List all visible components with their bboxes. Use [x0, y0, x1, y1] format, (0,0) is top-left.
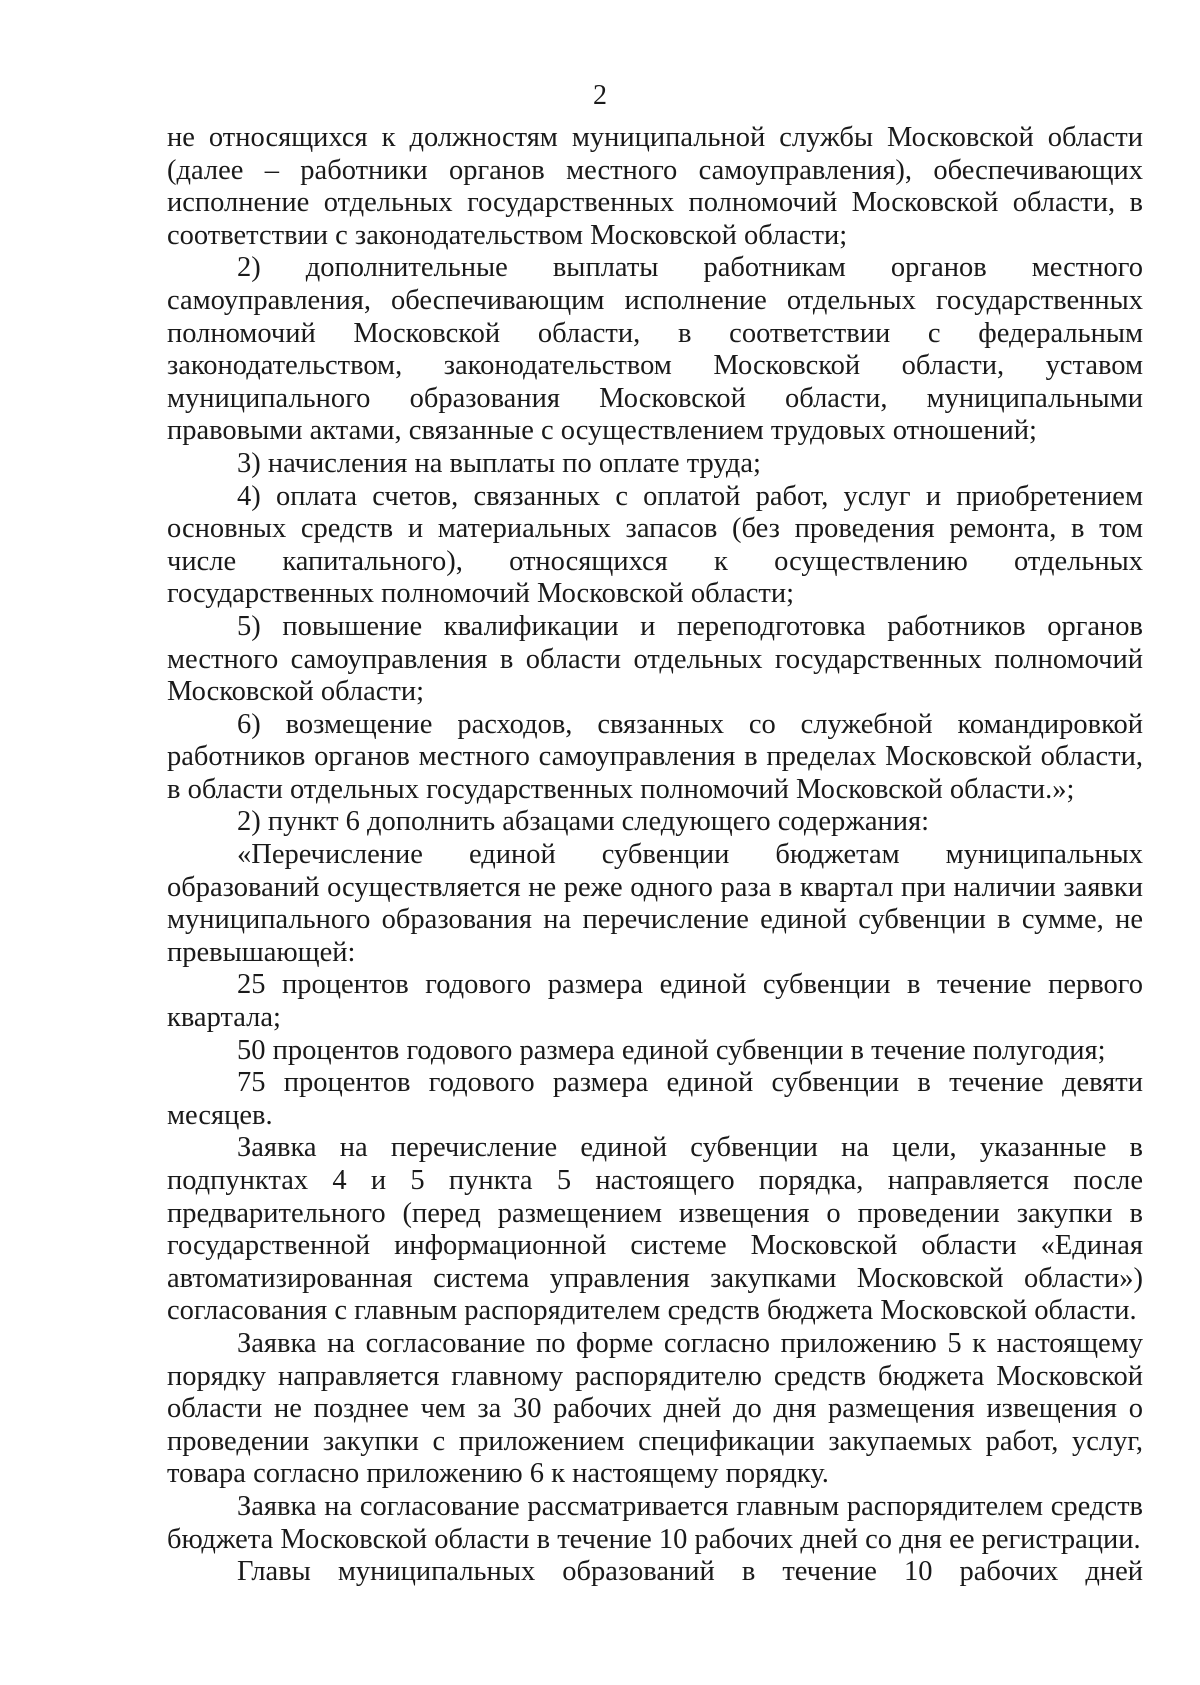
- paragraph-continuation: не относящихся к должностям муниципальной службы Московской области (далее – работники органов местного самоуправления), обеспечивающих исполнение отдельных государственных полномочий Московской области, в соответствии с законодательством Московской области;: [167, 122, 1143, 251]
- paragraph-item-5: 5) повышение квалификации и переподготовка работников органов местного самоуправления в области отдельных государственных полномочий Московской области;: [167, 610, 1143, 708]
- paragraph-item-6: 6) возмещение расходов, связанных со служебной командировкой работников органов местного самоуправления в пределах Московской области, в области отдельных государственных полномочий Московской области.»;: [167, 708, 1143, 805]
- document-body: [167, 122, 1143, 1589]
- paragraph-amendment-point-6: 2) пункт 6 дополнить абзацами следующего содержания:: [237, 806, 930, 838]
- paragraph-75-percent: 75 процентов годового размера единой субвенции в течение девяти месяцев.: [167, 1067, 1143, 1131]
- paragraph-approval-review: Заявка на согласование рассматривается главным распорядителем средств бюджета Московской области в течение 10 рабочих дней со дня ее регистрации.: [167, 1490, 1143, 1555]
- paragraph-25-percent: 25 процентов годового размера единой субвенции в течение первого квартала;: [167, 969, 1143, 1034]
- paragraph-item-3: 3) начисления на выплаты по оплате труда;: [237, 447, 761, 479]
- paragraph-application-transfer: Заявка на перечисление единой субвенции на цели, указанные в подпунктах 4 и 5 пункта 5 настоящего порядка, направляется после предварительного (перед размещением извещения о проведении закупки в государственной информационной системе Московской области «Единая автоматизированная система управления закупками Московской области») согласования с главным распорядителем средств бюджета Московской области.: [167, 1132, 1143, 1327]
- page-number: 2: [593, 80, 607, 111]
- paragraph-application-approval: Заявка на согласование по форме согласно приложению 5 к настоящему порядку направляется главному распорядителю средств бюджета Московской области не позднее чем за 30 рабочих дней до дня размещения извещения о проведении закупки с приложением спецификации закупаемых работ, услуг, товара согласно приложению 6 к настоящему порядку.: [167, 1327, 1143, 1490]
- paragraph-heads-of-municipalities: Главы муниципальных образований в течение 10 рабочих дней: [237, 1556, 1143, 1588]
- paragraph-50-percent: 50 процентов годового размера единой субвенции в течение полугодия;: [237, 1034, 1106, 1066]
- paragraph-transfer-rule: «Перечисление единой субвенции бюджетам муниципальных образований осуществляется не реже одного раза в квартал при наличии заявки муниципального образования на перечисление единой субвенции в сумме, не превышающей:: [167, 839, 1143, 968]
- paragraph-item-4: 4) оплата счетов, связанных с оплатой работ, услуг и приобретением основных средств и материальных запасов (без проведения ремонта, в том числе капитального), относящихся к осуществлению отдельных государственных полномочий Московской области;: [167, 480, 1143, 610]
- paragraph-item-2: 2) дополнительные выплаты работникам органов местного самоуправления, обеспечивающим исполнение отдельных государственных полномочий Московской области, в соответствии с федеральным законодательством, законодательством Московской области, уставом муниципального образования Московской области, муниципальными правовыми актами, связанные с осуществлением трудовых отношений;: [167, 252, 1143, 447]
